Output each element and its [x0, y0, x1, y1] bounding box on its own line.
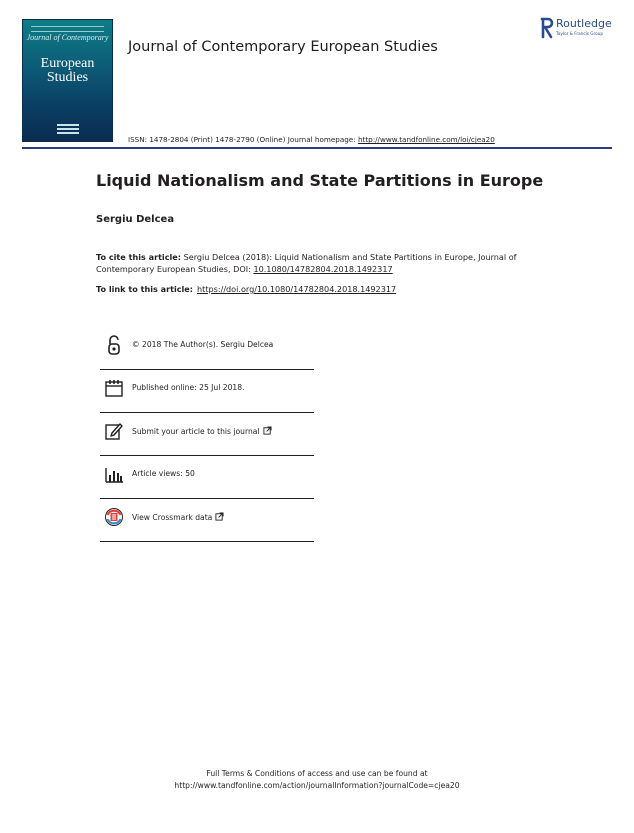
doi-link[interactable]: 10.1080/14782804.2018.1492317 — [253, 264, 393, 274]
article-link-line — [96, 284, 396, 294]
list-item-license — [100, 327, 314, 370]
issn-line — [128, 135, 495, 144]
article-author: Sergiu Delcea — [96, 214, 175, 225]
crossmark-link[interactable] — [132, 512, 224, 522]
cover-top-text: Journal of Contemporary — [26, 33, 109, 42]
article-views-text: Article views: 50 — [132, 469, 195, 478]
citation-label: To cite this article: — [96, 252, 182, 262]
cover-band — [31, 26, 104, 32]
publisher-name: Routledge — [556, 17, 612, 30]
publisher-subtitle: Taylor & Francis Group — [556, 31, 604, 36]
license-text: © 2018 The Author(s). Sergiu Delcea — [132, 340, 274, 349]
routledge-logo-icon — [540, 17, 554, 39]
publisher-logo — [540, 17, 614, 41]
link-label: To link to this article: — [96, 284, 194, 294]
submit-article-link[interactable] — [132, 426, 272, 436]
issn-text: ISSN: 1478-2804 (Print) 1478-2790 (Online) Journal homepage: — [128, 135, 356, 144]
citation-text: Sergiu Delcea (2018): Liquid Nationalism and State Partitions in Europe, Journal of Contemporary European Studies, DOI: — [96, 252, 517, 274]
list-item-submit[interactable] — [100, 413, 314, 456]
list-item-views — [100, 456, 314, 499]
published-date-text: Published online: 25 Jul 2018. — [132, 383, 245, 392]
citation-block — [96, 251, 536, 275]
external-link-icon — [215, 512, 224, 521]
header-divider — [22, 147, 612, 149]
article-doi-url[interactable]: https://doi.org/10.1080/14782804.2018.1492317 — [197, 284, 397, 294]
list-item-published — [100, 370, 314, 413]
external-link-icon — [263, 426, 272, 435]
footer-terms-text: Full Terms & Conditions of access and use can be found at — [206, 769, 428, 778]
open-access-icon — [104, 335, 124, 355]
bar-chart-icon — [104, 464, 124, 484]
journal-homepage-link[interactable]: http://www.tandfonline.com/loi/cjea20 — [357, 135, 495, 144]
crossmark-icon — [104, 507, 124, 527]
journal-title: Journal of Contemporary European Studies — [128, 39, 438, 55]
edit-icon — [104, 421, 124, 441]
submit-article-label: Submit your article to this journal — [132, 427, 260, 436]
cover-publisher-mark — [57, 124, 79, 134]
journal-cover-image — [22, 19, 113, 142]
page-footer — [0, 768, 634, 792]
list-item-crossmark[interactable] — [100, 499, 314, 542]
footer-terms-url[interactable]: http://www.tandfonline.com/action/journalInformation?journalCode=cjea20 — [174, 781, 460, 790]
article-title: Liquid Nationalism and State Partitions in Europe — [96, 171, 544, 190]
article-info-list — [100, 327, 314, 542]
cover-title: European Studies — [40, 56, 95, 85]
crossmark-label: View Crossmark data — [132, 513, 213, 522]
calendar-icon — [104, 378, 124, 398]
